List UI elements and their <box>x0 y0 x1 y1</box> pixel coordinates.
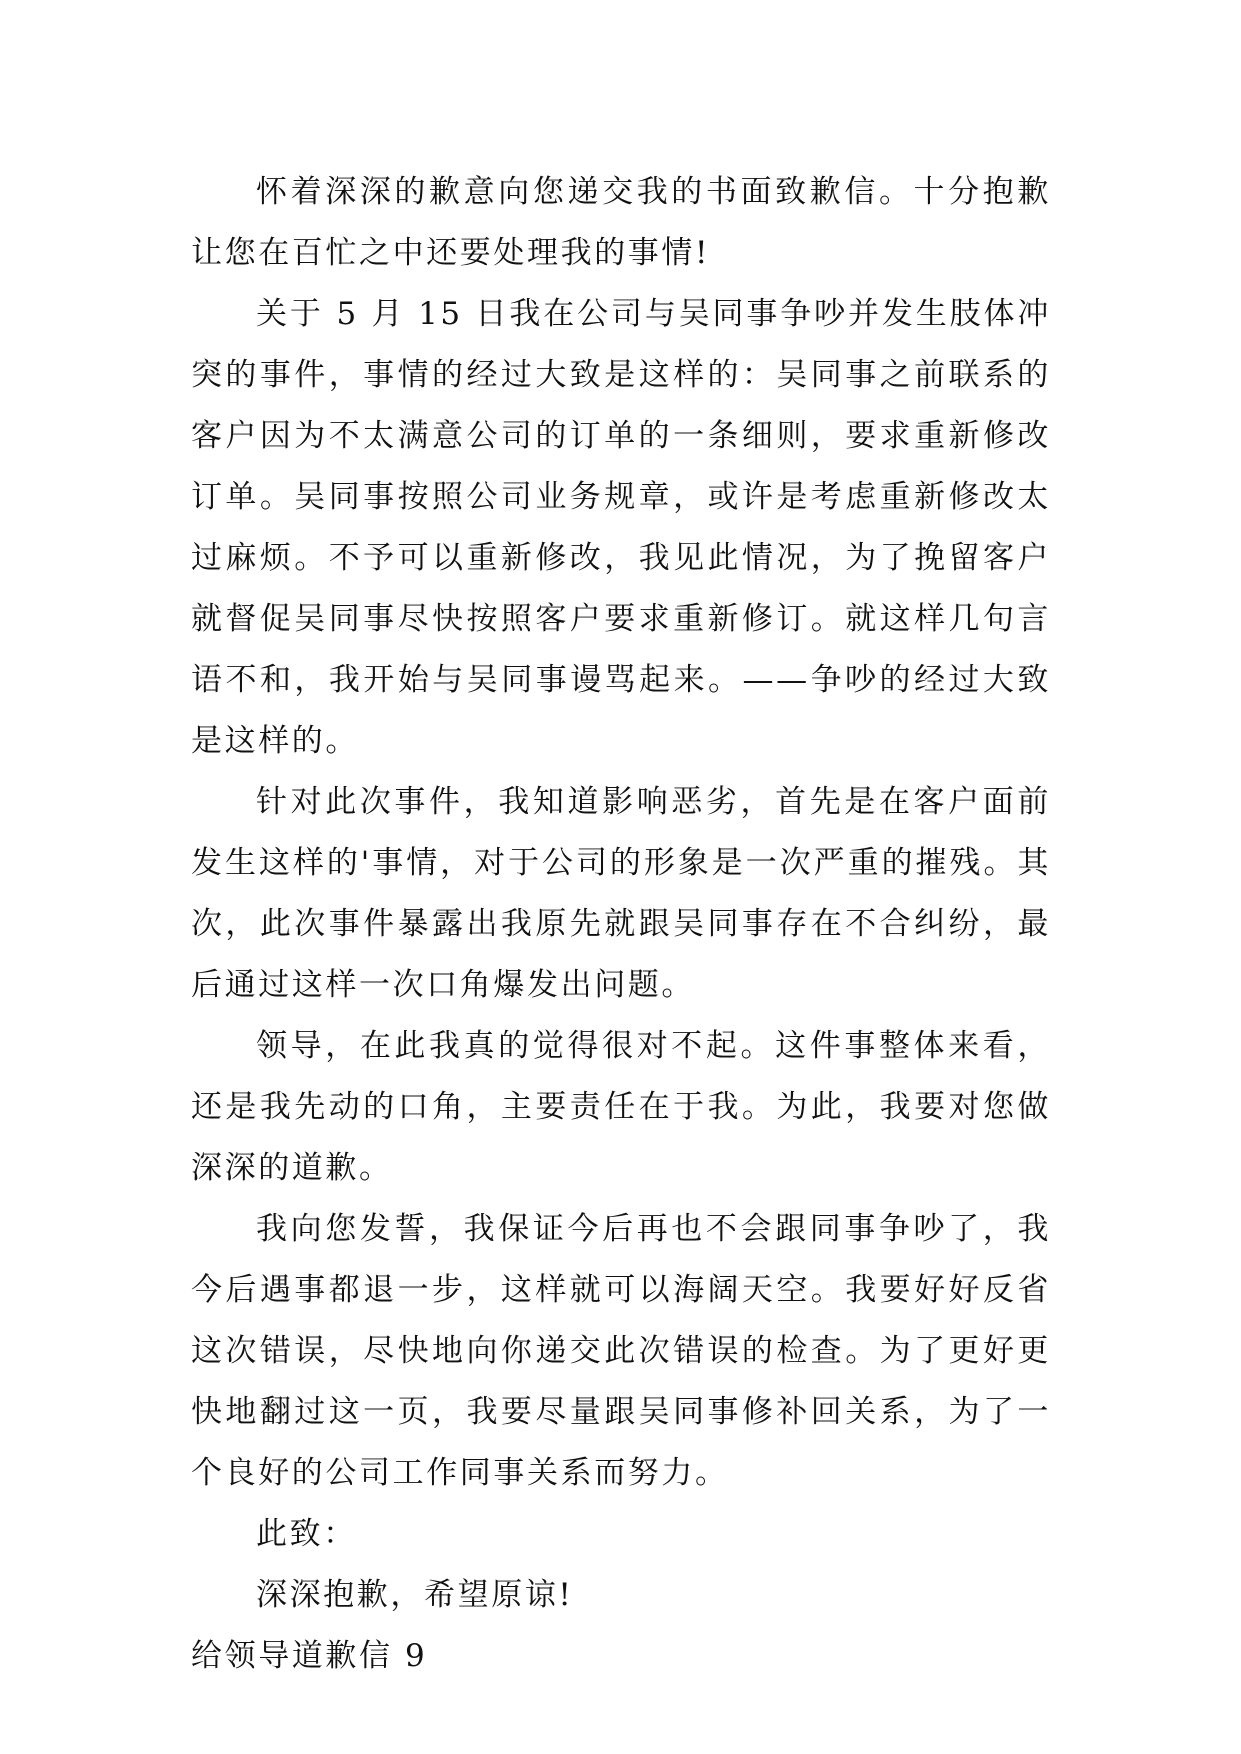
paragraph-impact: 针对此次事件，我知道影响恶劣，首先是在客户面前发生这样的'事情，对于公司的形象是一次严重的摧残。其次，此次事件暴露出我原先就跟吴同事存在不合纠纷，最后通过这样一次口角爆发出问题。 <box>191 784 1051 1003</box>
closing-line: 深深抱歉，希望原谅! <box>256 1577 574 1613</box>
letter-body <box>191 162 1051 1687</box>
paragraph-opening: 怀着深深的歉意向您递交我的书面致歉信。十分抱歉让您在百忙之中还要处理我的事情! <box>191 174 1051 271</box>
paragraph-promise: 我向您发誓，我保证今后再也不会跟同事争吵了，我今后遇事都退一步，这样就可以海阔天空。我要好好反省这次错误，尽快地向你递交此次错误的检查。为了更好更快地翻过这一页，我要尽量跟吴同事修补回关系，为了一个良好的公司工作同事关系而努力。 <box>191 1211 1051 1491</box>
closing-salutation: 此致： <box>256 1516 357 1552</box>
next-letter-heading: 给领导道歉信 9 <box>191 1638 428 1674</box>
paragraph-apology: 领导，在此我真的觉得很对不起。这件事整体来看，还是我先动的口角，主要责任在于我。为此，我要对您做深深的道歉。 <box>191 1028 1051 1186</box>
paragraph-incident: 关于 5 月 15 日我在公司与吴同事争吵并发生肢体冲突的事件，事情的经过大致是这样的：吴同事之前联系的客户因为不太满意公司的订单的一条细则，要求重新修改订单。吴同事按照公司业务规章，或许是考虑重新修改太过麻烦。不予可以重新修改，我见此情况，为了挽留客户就督促吴同事尽快按照客户要求重新修订。就这样几句言语不和，我开始与吴同事谩骂起来。——争吵的经过大致是这样的。 <box>191 296 1051 759</box>
